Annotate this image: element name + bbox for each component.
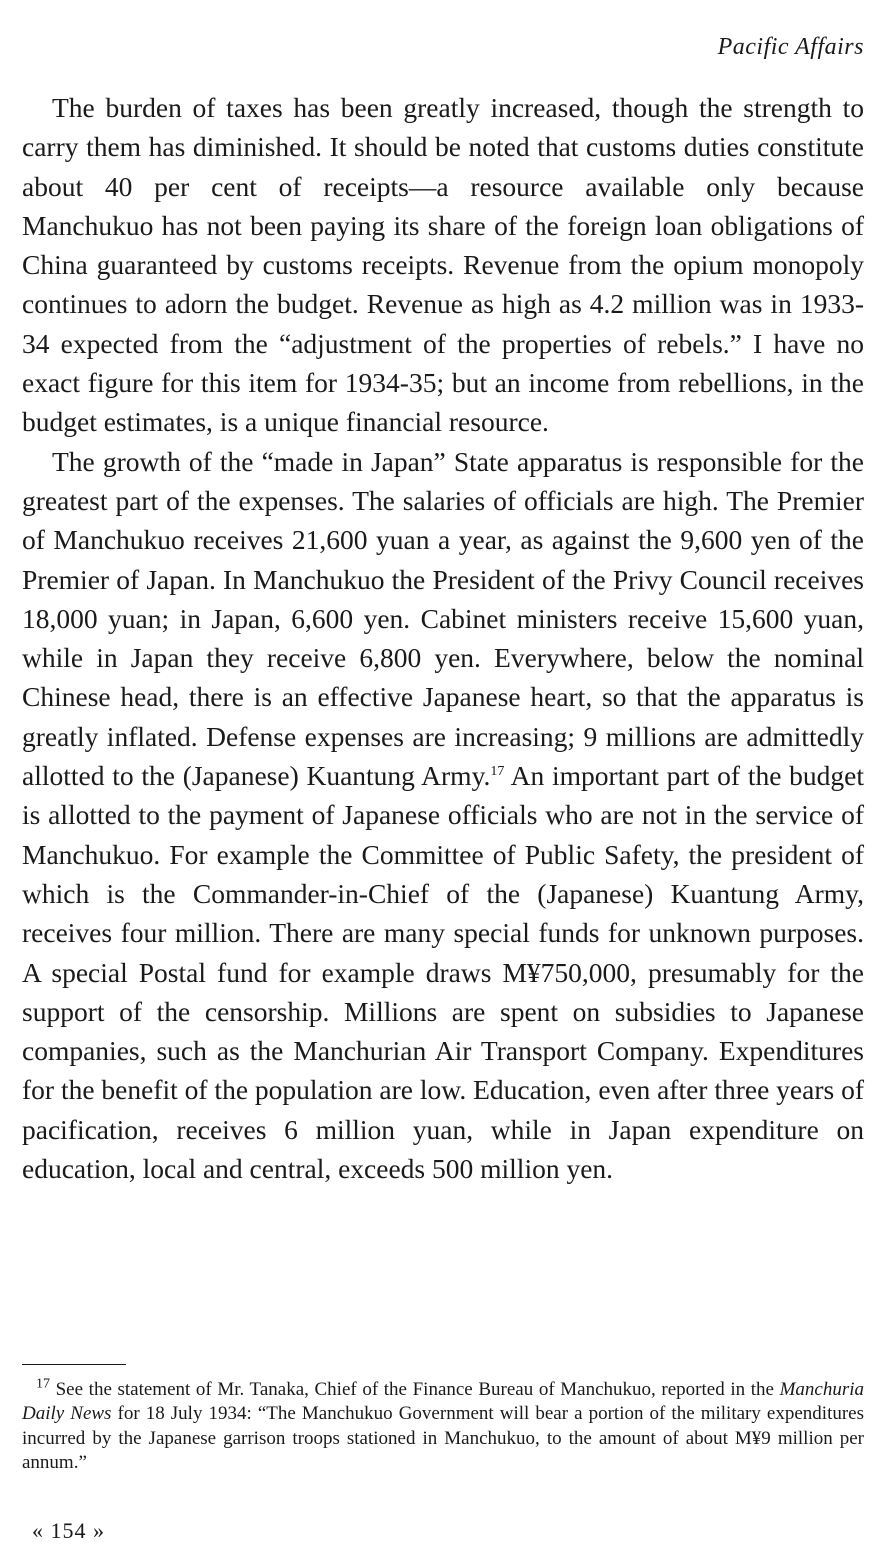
running-head: Pacific Affairs — [717, 34, 864, 60]
footnote-number: 17 — [36, 1376, 50, 1392]
paragraph-2-part-b: An important part of the budget is allotted to the payment of Japanese officials who are not in the service of Manchukuo. For example the Committee of Public Safety, the president of which is the Commander-in-Chief of the (Japanese) Kuantung Army, receives four million. There are many special funds for unknown purposes. A special Postal fund for example draws M¥750,000, presumably for the support of the censorship. Millions are spent on subsidies to Japanese companies, such as the Manchurian Air Transport Company. Expenditures for the benefit of the population are low. Education, even after three years of pacification, receives 6 million yuan, while in Japan expenditure on education, local and central, exceeds 500 million yen. — [22, 760, 865, 1185]
footnote-text-b: for 18 July 1934: “The Manchukuo Government will bear a portion of the military expenditures incurred by the Japanese garrison troops stationed in Manchukuo, to the amount of about M¥9 million per annum.” — [22, 1403, 864, 1474]
page — [22, 0, 864, 1564]
footnote-publication: Manchuria Daily News — [22, 1379, 864, 1425]
footnote-divider — [22, 1364, 126, 1365]
footnote-text-a: See the statement of Mr. Tanaka, Chief of the Finance Bureau of Manchukuo, reported in the — [50, 1379, 780, 1400]
body-text — [22, 88, 864, 1188]
footnote-reference[interactable]: 17 — [490, 763, 505, 779]
footnote — [22, 1378, 864, 1476]
paragraph-2 — [22, 442, 864, 1189]
paragraph-2-part-a: The growth of the “made in Japan” State apparatus is responsible for the greatest part of the expenses. The salaries of officials are high. The Premier of Manchukuo receives 21,600 yuan a year, as against the 9,600 yen of the Premier of Japan. In Manchukuo the President of the Privy Council receives 18,000 yuan; in Japan, 6,600 yen. Cabinet ministers receive 15,600 yuan, while in Japan they receive 6,800 yen. Everywhere, below the nominal Chinese head, there is an effective Japanese heart, so that the apparatus is greatly inflated. Defense expenses are increasing; 9 millions are admittedly allotted to the (Japanese) Kuantung Army. — [22, 445, 864, 792]
paragraph-1: The burden of taxes has been greatly increased, though the strength to carry them has diminished. It should be noted that customs duties constitute about 40 per cent of receipts—a resource available only because Manchukuo has not been paying its share of the foreign loan obligations of China guaranteed by customs receipts. Revenue from the opium monopoly continues to adorn the budget. Revenue as high as 4.2 million was in 1933-34 expected from the “adjustment of the properties of rebels.” I have no exact figure for this item for 1934-35; but an income from rebellions, in the budget estimates, is a unique financial resource. — [22, 92, 864, 438]
page-number: « 154 » — [32, 1518, 105, 1543]
